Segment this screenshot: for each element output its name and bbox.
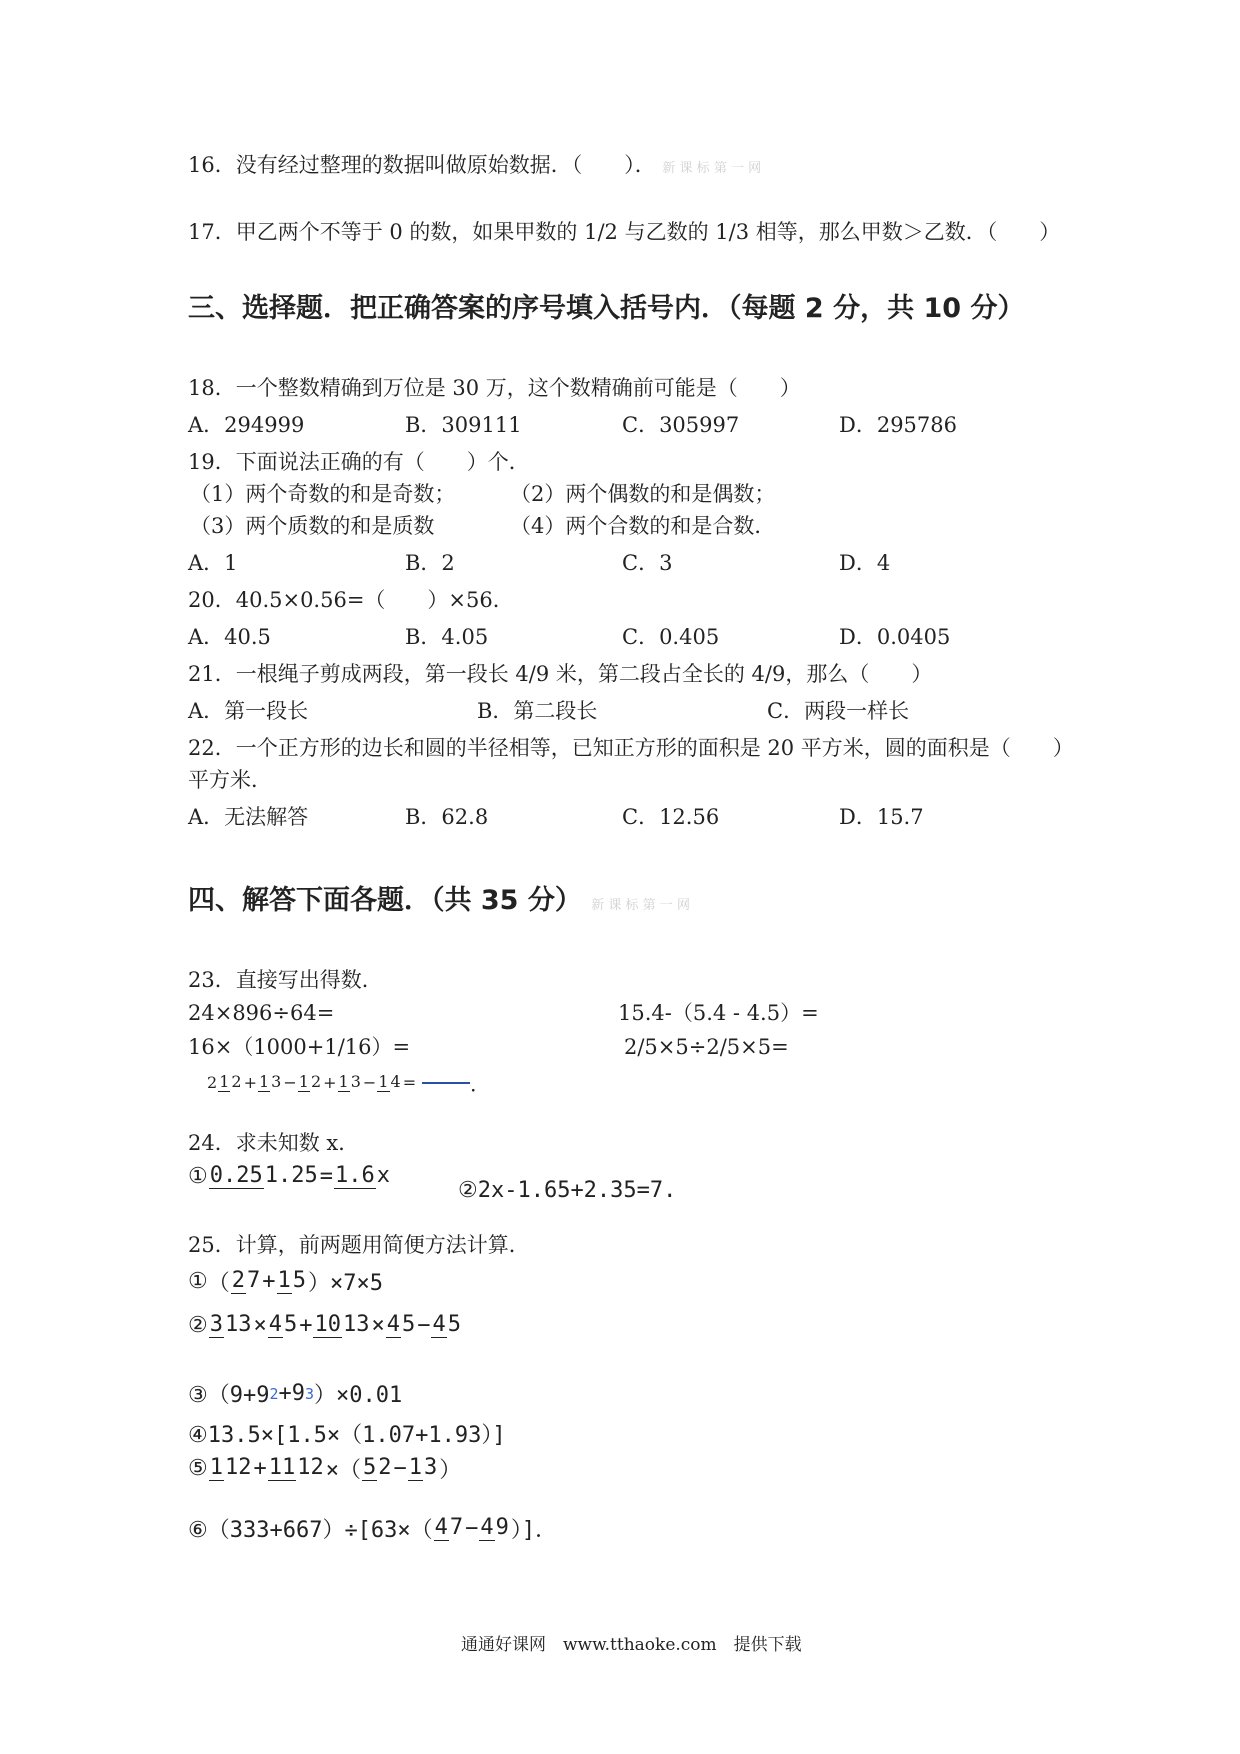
q21-option-a: A．第一段长 (188, 699, 309, 723)
question-18: 18．一个整数精确到万位是 30 万，这个数精确前可能是（ ） (188, 376, 801, 400)
q21-option-c: C．两段一样长 (767, 699, 910, 723)
q25-expression-3: ③（9+9 2 +9 3 ）×0.01 (188, 1381, 403, 1408)
question-17: 17．甲乙两个不等于 0 的数，如果甲数的 1/2 与乙数的 1/3 相等，那么甲数＞乙数．（ ） (188, 220, 1061, 244)
footer-text: 通通好课网 www.tthaoke.com 提供下载 (461, 1635, 802, 1655)
question-25: 25．计算，前两题用简便方法计算． (188, 1233, 530, 1257)
q18-option-a: A．294999 (188, 413, 305, 437)
q25-expression-6: ⑥（333+667）÷[63×（ 47 − 49 ）]． (188, 1515, 558, 1543)
mixed-number-whole: 2 (207, 1073, 218, 1092)
answer-blank (422, 1082, 470, 1084)
q19-option-d: D．4 (839, 551, 891, 575)
q19-option-c: C．3 (622, 551, 673, 575)
q23-expression-4: 2/5×5÷2/5×5= (624, 1035, 789, 1059)
fraction: 45 (386, 1312, 416, 1337)
fraction: 52 (362, 1455, 392, 1480)
question-19: 19．下面说法正确的有（ ）个． (188, 450, 530, 474)
q20-option-d: D．0.0405 (839, 625, 951, 649)
question-20: 20．40.5×0.56=（ ）×56． (188, 588, 514, 612)
fraction: 1 4 (378, 1072, 401, 1091)
q25-expression-4: ④13.5×[1.5×（1.07+1.93）] (188, 1423, 506, 1448)
fraction: 1 3 (258, 1072, 282, 1091)
q24-equation-2: ②2x-1.65+2.35=7. (458, 1178, 677, 1203)
q23-expression-3: 16×（1000+1/16）= (188, 1035, 411, 1059)
circled-number: ① (188, 1164, 208, 1189)
q20-option-b: B．4.05 (405, 625, 489, 649)
fraction: 47 (434, 1515, 464, 1540)
fraction: 27 (231, 1268, 261, 1293)
question-24: 24．求未知数 x． (188, 1131, 360, 1155)
fraction: 1 2 (219, 1072, 242, 1091)
fraction: 1112 (268, 1455, 324, 1480)
q21-option-b: B．第二段长 (477, 699, 598, 723)
q23-expression-2: 15.4-（5.4 - 4.5）= (618, 1001, 819, 1025)
q19-statement-1: （1）两个奇数的和是奇数； (190, 482, 456, 506)
period: ． (470, 1072, 491, 1096)
q24-equation-1: ① 0.251.25 = 1.6x (188, 1163, 390, 1189)
fraction: 45 (268, 1312, 298, 1337)
q22-option-d: D．15.7 (839, 805, 924, 829)
q22-option-b: B．62.8 (405, 805, 489, 829)
q25-expression-1: ① （ 27 + 15 ）×7×5 (188, 1268, 383, 1296)
q20-option-c: C．0.405 (622, 625, 720, 649)
q25-expression-5: ⑤ 112 + 1112 ×（ 52 − 13 ） (188, 1455, 462, 1483)
q20-option-a: A．40.5 (188, 625, 271, 649)
watermark: 新 课 标 第 一 网 (662, 161, 762, 176)
fraction: 1 3 (338, 1072, 361, 1091)
question-22-continued: 平方米． (188, 768, 272, 792)
q18-option-d: D．295786 (839, 413, 958, 437)
question-21: 21．一根绳子剪成两段，第一段长 4/9 米，第二段占全长的 4/9，那么（ ） (188, 662, 933, 686)
q19-statement-2: （2）两个偶数的和是偶数； (510, 482, 776, 506)
fraction: 313 (209, 1312, 252, 1337)
q23-expression-1: 24×896÷64= (188, 1001, 335, 1025)
fraction: 1.6x (334, 1163, 390, 1188)
section-4-title: 四、解答下面各题．（共 35 分） (188, 885, 582, 916)
fraction: 45 (432, 1312, 461, 1337)
question-16-text: 16．没有经过整理的数据叫做原始数据．（ ）． (188, 153, 656, 177)
question-16 (188, 152, 761, 182)
fraction: 112 (209, 1455, 252, 1480)
fraction: 0.251.25 (209, 1163, 318, 1188)
section-4-heading (188, 884, 690, 923)
q19-statement-4: （4）两个合数的和是合数． (510, 514, 776, 538)
q19-option-a: A．1 (188, 551, 238, 575)
q22-option-c: C．12.56 (622, 805, 720, 829)
q18-option-c: C．305997 (622, 413, 740, 437)
q25-expression-2: ② 313 × 45 + 1013 × 45 − 45 (188, 1312, 461, 1338)
question-22: 22．一个正方形的边长和圆的半径相等，已知正方形的面积是 20 平方米，圆的面积是（ ） (188, 736, 1074, 760)
watermark: 新 课 标 第 一 网 (591, 898, 690, 913)
q22-option-a: A．无法解答 (188, 805, 309, 829)
q23-expression-5: 2 1 2 + 1 3 − 1 2 + 1 3 − 1 4 = ． (207, 1068, 490, 1097)
q19-option-b: B．2 (405, 551, 455, 575)
q19-statement-3: （3）两个质数的和是质数 (190, 514, 435, 538)
q18-option-b: B．309111 (405, 413, 522, 437)
fraction: 1013 (314, 1312, 370, 1337)
fraction: 49 (480, 1515, 509, 1540)
section-3-heading: 三、选择题．把正确答案的序号填入括号内．（每题 2 分，共 10 分） (188, 293, 1025, 324)
fraction: 15 (277, 1268, 306, 1293)
question-23: 23．直接写出得数． (188, 968, 383, 992)
fraction: 1 2 (298, 1072, 322, 1091)
fraction: 13 (408, 1455, 438, 1480)
